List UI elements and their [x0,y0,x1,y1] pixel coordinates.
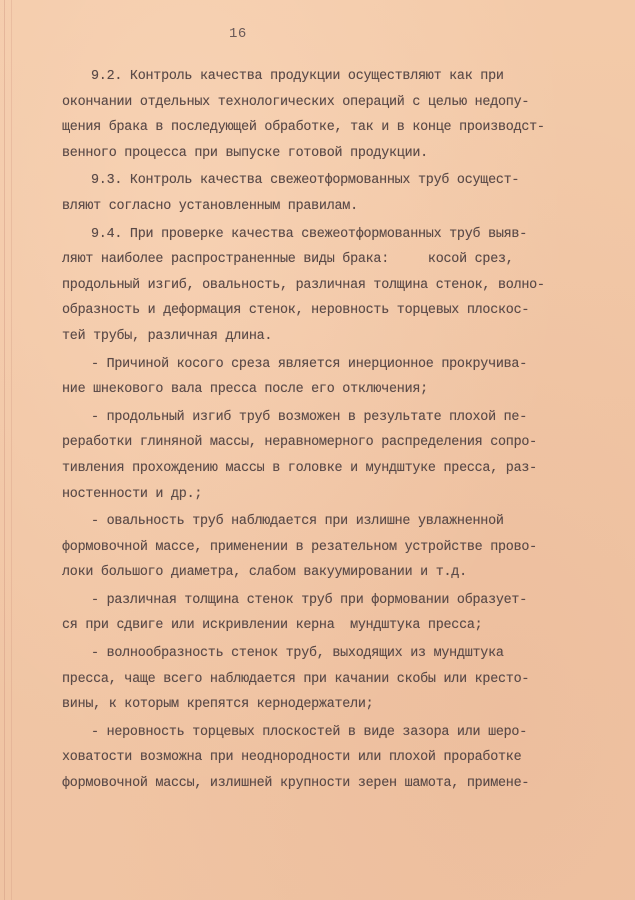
text-line: 9.2. Контроль качества продукции осуществляют как при [91,69,504,84]
text-line: - овальность труб наблюдается при излишне увлажненной [91,514,504,530]
text-line: ние шнекового вала пресса после его отключения; [62,382,428,398]
text-line: - различная толщина стенок труб при формовании образует- [91,592,527,608]
text-line: реработки глиняной массы, неравномерного распределения сопро- [62,435,537,451]
defect-item-waviness [62,641,602,718]
text-line: продольный изгиб, овальность, различная толщина стенок, волно- [62,277,545,293]
text-line: тивления прохождению массы в головке и мундштуке пресса, раз- [62,460,537,476]
paragraph-9-4 [62,222,602,350]
page-number: 16 [229,26,247,42]
defect-item-oblique-cut [62,352,602,403]
defect-item-longitudinal-bend [62,405,602,507]
defect-item-end-unevenness [62,720,602,797]
text-line: - Причиной косого среза является инерционное прокручива- [91,356,527,372]
paragraph-9-2 [62,64,602,166]
defect-item-ovality [62,509,602,586]
text-line: формовочной массе, применении в резательном устройстве прово- [62,539,537,555]
text-line: щения брака в последующей обработке, так и в конце производст- [62,120,545,136]
page-binding-edge [4,0,12,900]
text-line: окончании отдельных технологических операций с целью недопу- [62,94,530,110]
text-line: - продольный изгиб труб возможен в результате плохой пе- [91,409,527,425]
paragraph-9-3 [62,168,602,219]
text-line: образность и деформация стенок, неровность торцевых плоскос- [62,303,530,319]
text-line: вляют согласно установленным правилам. [62,198,358,214]
text-line: вины, к которым крепятся кернодержатели; [62,697,374,713]
text-line: - неровность торцевых плоскостей в виде зазора или шеро- [91,724,527,740]
defect-item-wall-thickness [62,588,602,639]
text-line: формовочной массы, излишней крупности зерен шамота, примене- [62,776,530,792]
text-line: тей трубы, различная длина. [62,328,273,344]
text-line: 9.3. Контроль качества свежеотформованных труб осущест- [91,173,520,189]
text-line: ляют наиболее распространенные виды брака: косой срез, [62,252,514,268]
text-line: 9.4. При проверке качества свежеотформованных труб выяв- [91,226,527,242]
text-line: ховатости возможна при неоднородности или плохой проработке [62,750,522,766]
text-line: - волнообразность стенок труб, выходящих из мундштука [91,646,504,662]
text-line: венного процесса при выпуске готовой продукции. [62,145,428,161]
document-body [62,64,602,797]
text-line: локи большого диаметра, слабом вакуумировании и т.д. [62,565,467,581]
text-line: ся при сдвиге или искривлении керна мундштука пресса; [62,618,483,634]
text-line: пресса, чаще всего наблюдается при качании скобы или кресто- [62,671,530,687]
text-line: ностенности и др.; [62,486,203,502]
